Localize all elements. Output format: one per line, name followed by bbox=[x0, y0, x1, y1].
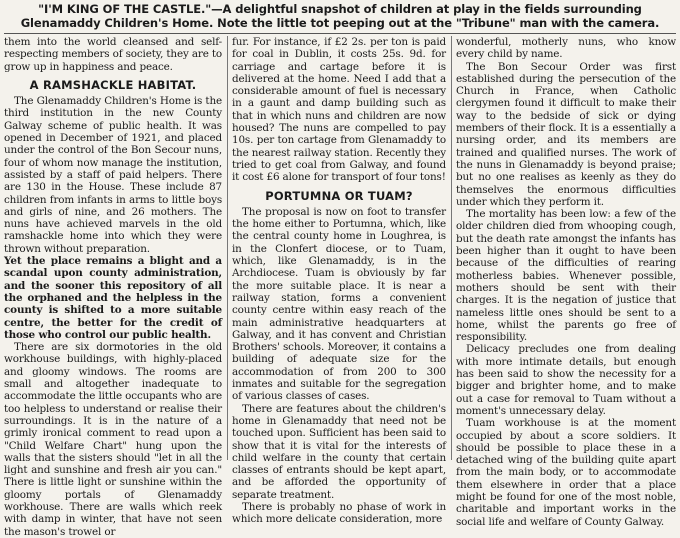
paragraph: There is probably no phase of work in which more delicate consideration, more bbox=[232, 500, 446, 526]
bold-paragraph: Yet the place remains a blight and a scandal upon county administration, and the sooner this repository of all the orphaned and the helpless in the county is shifted to a more suitable centre, the better for the credit of those who control our public health. bbox=[4, 255, 222, 341]
paragraph: The Bon Secour Order was first established during the persecution of the Church in France, when Catholic clergymen found it difficult to make their way to the bedside of sick or dying members of their flock. It is a essentially a nursing order, and its members are trained and qualified nurses. The work of the nuns in Glenamaddy is beyond praise; but no one realises as keenly as they do themselves the enormous difficulties under which they perform it. bbox=[456, 60, 676, 208]
column-2 bbox=[232, 36, 446, 526]
paragraph: fur. For instance, if £2 2s. per ton is paid for coal in Dublin, it costs 25s. 9d. for carriage and cartage before it is delivered at the home. Need I add that a considerable amount of fuel is necessary in a gaunt and damp building such as that in which nuns and children are now housed? The nuns are compelled to pay 10s. per ton cartage from Glenamaddy to the nearest railway station. Recently they tried to get coal from Galway, and found it cost £6 alone for transport of four tons! bbox=[232, 36, 446, 184]
section-heading: PORTUMNA OR TUAM? bbox=[265, 188, 413, 203]
photo-caption: "I'M KING OF THE CASTLE."—A delightful snapshot of children at play in the fields surrounding Glenamaddy Children's Home. Note the little tot peeping out at the "Tribune" man with the camera. bbox=[20, 2, 660, 30]
paragraph: There are six dormotories in the old workhouse buildings, with highly-placed and gloomy windows. The rooms are small and altogether inadequate to accommodate the little occupants who are too helpless to understand or realise their surroundings. It is in the nature of a grimly ironical comment to read upon a "Child Welfare Chart" hung upon the walls that the sisters should "let in all the light and sunshine and fresh air you can." There is little light or sunshine within the gloomy portals of Glenamaddy workhouse. There are walls which reek with damp in winter, that have not seen the mason's trowel or bbox=[4, 341, 223, 538]
paragraph: Delicacy precludes one from dealing with more intimate details, but enough has been said to show the necessity for a bigger and brighter home, and to make out a case for removal to Tuam without a moment's unnecessary delay. bbox=[456, 343, 676, 417]
paragraph: wonderful, motherly nuns, who know every child by name. bbox=[456, 36, 676, 61]
paragraph: The proposal is now on foot to transfer the home either to Portumna, which, like the central county home in Loughrea, is in the Clonfert diocese, or to Tuam, which, like Glenamaddy, is in the Archdiocese. Tuam is obviously by far the more suitable place. It is near a railway station, forms a convenient county centre within easy reach of the main administrative headquarters at Galway, and it has convent and Christian Brothers' schools. Moreover, it contains a building of adequate size for the accommodation of from 200 to 300 inmates and suitable for the segregation of various classes of cases. bbox=[232, 205, 446, 403]
column-3 bbox=[456, 36, 676, 528]
paragraph: The Glenamaddy Children's Home is the third institution in the new County Galway scheme of public health. It was opened in December of 1921, and placed under the control of the Bon Secour nuns, four of whom now manage the institution, assisted by a staff of paid helpers. There are 130 in the House. These include 87 children from infants in arms to little boys and girls of nine, and 26 mothers. The nuns have achieved marvels in the old ramshackle home into which they were thrown without preparation. bbox=[4, 95, 222, 255]
section-heading: A RAMSHACKLE HABITAT. bbox=[29, 77, 197, 92]
paragraph: There are features about the children's home in Glenamaddy that need not be touched upon. Sufficient has been said to show that it is vital for the interests of child welfare in the county that certain classes of entrants should be kept apart, and be afforded the opportunity of separate treatment. bbox=[232, 402, 446, 501]
caption-rule bbox=[4, 33, 676, 34]
column-divider bbox=[227, 36, 228, 460]
paragraph: them into the world cleansed and self-respecting members of society, they are to grow up in happiness and peace. bbox=[4, 36, 222, 73]
column-divider bbox=[451, 36, 452, 460]
paragraph: The mortality has been low: a few of the older children died from whooping cough, but the death rate amongst the infants has been higher than it ought to have been because of the difficulties of rearing motherless babies. Whenever possible, mothers should be sent with their charges. It is the negation of justice that nameless little ones should be sent to a home, whilst the parents go free of responsibility. bbox=[456, 208, 676, 344]
paragraph: Tuam workhouse is at the moment occupied by about a score soldiers. It should be possible to place these in a detached wing of the building quite apart from the main body, or to accommodate them elsewhere in order that a place might be found for one of the most noble, charitable and important works in the social life and welfare of County Galway. bbox=[456, 417, 676, 528]
column-1 bbox=[4, 36, 223, 538]
